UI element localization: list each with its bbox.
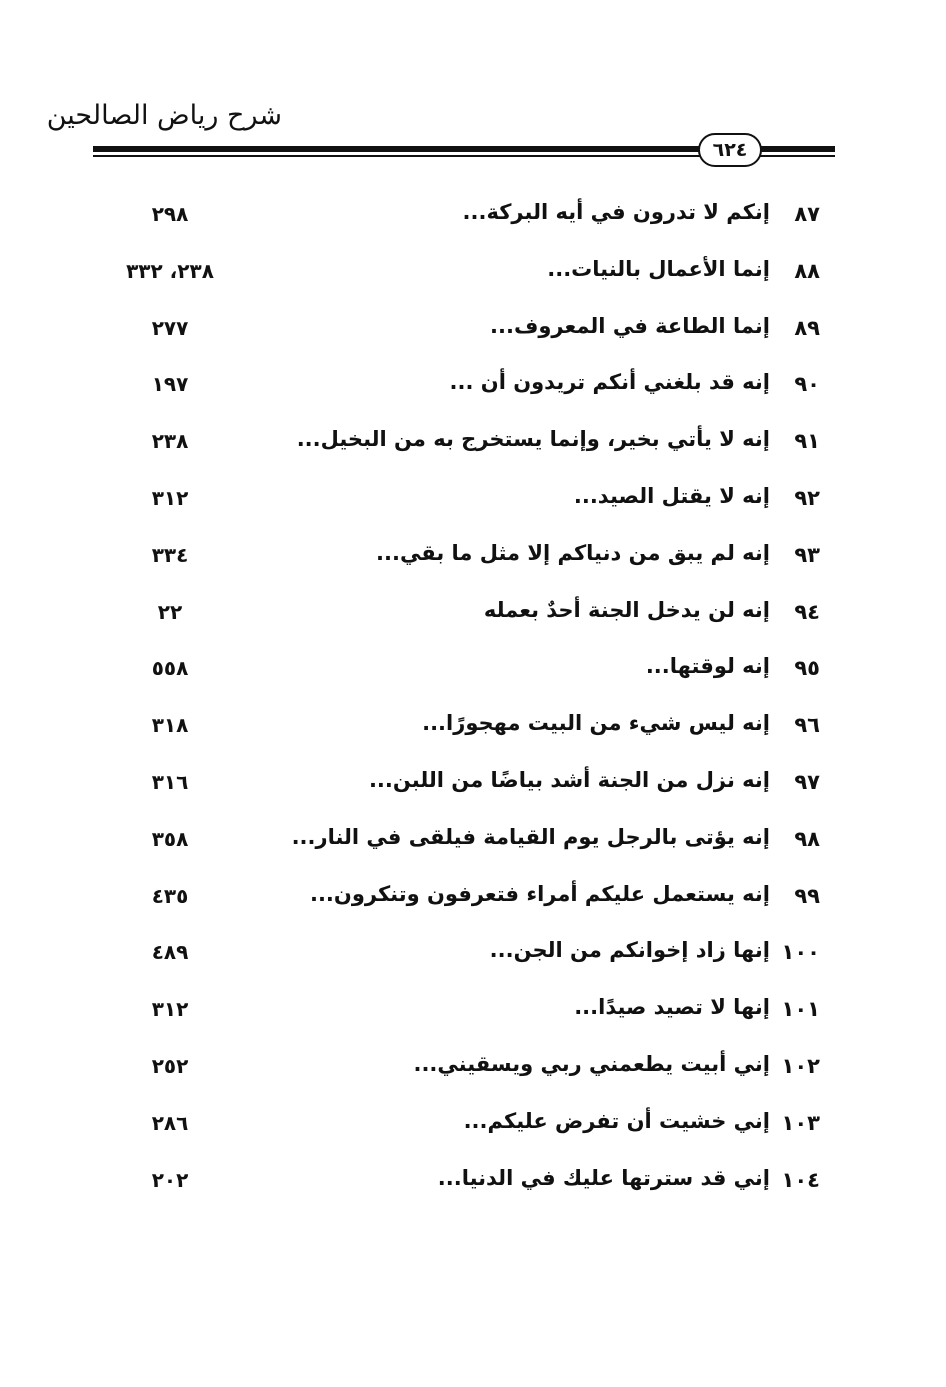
entry-pages: ٢٣٨، ٣٣٢ (126, 258, 214, 283)
entry-pages: ٢٣٨ (151, 429, 189, 454)
entry-number: ١٠١ (781, 997, 820, 1022)
entry-text: إنه لوقتها... (645, 654, 770, 679)
entry-text: إنه يؤتى بالرجل يوم القيامة فيلقى في النار... (291, 824, 770, 849)
entry-pages: ٣١٢ (151, 997, 189, 1022)
entry-text: إنه لا يقتل الصيد... (573, 483, 770, 508)
index-entry (0, 1042, 946, 1099)
entry-text: إني أبيت يطعمني ربي ويسقيني... (413, 1051, 770, 1076)
entry-number: ٩٥ (794, 656, 820, 681)
entry-number: ٩٠ (794, 372, 820, 397)
entry-number: ٩٢ (794, 485, 820, 510)
index-entry (0, 928, 946, 985)
entry-text: إنكم لا تدرون في أيه البركة... (462, 200, 770, 224)
index-entry (0, 190, 946, 247)
index-entry (0, 644, 946, 701)
entry-number: ٨٨ (794, 258, 820, 283)
entry-number: ٩٧ (794, 769, 820, 794)
entry-text: إنما الطاعة في المعروف... (490, 313, 770, 338)
entry-number: ١٠٣ (781, 1110, 820, 1135)
entry-pages: ٥٥٨ (151, 656, 189, 681)
entry-number: ١٠٤ (781, 1167, 820, 1192)
entry-text: إنه لم يبق من دنياكم إلا مثل ما بقي... (376, 540, 770, 565)
index-entry (0, 360, 946, 417)
entry-text: إني خشيت أن تفرض عليكم... (463, 1108, 770, 1133)
index-entry (0, 701, 946, 758)
entry-text: إنها لا تصيد صيدًا... (574, 995, 770, 1020)
entry-text: إني قد سترتها عليك في الدنيا... (437, 1165, 770, 1190)
index-entry (0, 247, 946, 304)
entry-number: ١٠٠ (781, 940, 820, 965)
entry-text: إنها زاد إخوانكم من الجن... (489, 938, 770, 963)
entry-number: ١٠٢ (781, 1053, 820, 1078)
entry-text: إنه نزل من الجنة أشد بياضًا من اللبن... (368, 767, 770, 792)
index-entry (0, 1099, 946, 1156)
index-entry (0, 872, 946, 929)
entry-number: ٩٦ (794, 713, 820, 738)
running-title: شرح رياض الصالحين (46, 100, 282, 131)
entry-number: ٨٧ (794, 202, 820, 226)
entry-pages: ٢٥٢ (151, 1053, 189, 1078)
entry-pages: ٢٩٨ (151, 202, 189, 226)
entry-pages: ٤٣٥ (151, 883, 189, 908)
entry-number: ٩٩ (794, 883, 820, 908)
entry-pages: ٣١٨ (151, 713, 189, 738)
index-entry (0, 531, 946, 588)
entry-pages: ٢٠٢ (151, 1167, 189, 1192)
index-entry (0, 815, 946, 872)
entry-text: إنه قد بلغني أنكم تريدون أن ... (449, 370, 770, 395)
entry-number: ٩١ (794, 429, 820, 454)
entry-text: إنه يستعمل عليكم أمراء فتعرفون وتنكرون... (309, 881, 770, 906)
index-entry (0, 588, 946, 645)
entry-number: ٨٩ (794, 315, 820, 340)
entry-pages: ٢٧٧ (151, 315, 189, 340)
entry-pages: ٣١٢ (151, 485, 189, 510)
index-entry (0, 417, 946, 474)
entry-pages: ٣٥٨ (151, 826, 189, 851)
index-entry (0, 758, 946, 815)
entry-text: إنه ليس شيء من البيت مهجورًا... (422, 711, 770, 736)
entry-pages: ٣٣٤ (151, 542, 189, 567)
entry-text: إنه لا يأتي بخير، وإنما يستخرج به من البخيل... (296, 427, 770, 452)
page-number: ٦٢٤ (698, 133, 762, 167)
entry-pages: ١٩٧ (151, 372, 189, 397)
entry-text: إنما الأعمال بالنيات... (547, 256, 770, 281)
entry-number: ٩٤ (794, 599, 820, 624)
index-entry (0, 1156, 946, 1213)
entry-number: ٩٨ (794, 826, 820, 851)
entry-number: ٩٣ (794, 542, 820, 567)
entry-pages: ٢٢ (157, 599, 183, 624)
index-entry (0, 474, 946, 531)
index-entry (0, 985, 946, 1042)
entry-pages: ٤٨٩ (151, 940, 189, 965)
entry-pages: ٣١٦ (151, 769, 189, 794)
index-list (0, 190, 946, 1212)
entry-text: إنه لن يدخل الجنة أحدٌ بعمله (483, 597, 770, 622)
entry-pages: ٢٨٦ (151, 1110, 189, 1135)
index-entry (0, 304, 946, 361)
